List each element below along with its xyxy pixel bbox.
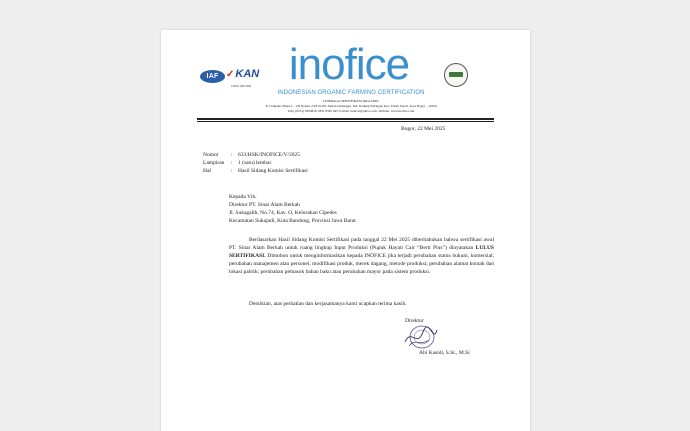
recipient-block <box>229 193 356 225</box>
body-text: Berdasarkan Hasil Sidang Komisi Sertifikasi pada tanggal 22 Mei 2025 diberitahukan bahwa sertifikasi awal PT. Sinar Alam Berkah untuk ruang lingkup Input Produksi (Pupuk Hayati Cair “Berti Plus”) dinyatakan <box>229 237 494 251</box>
letterhead-address <box>206 104 496 114</box>
signer-name: Ahi Kasidi, S.St., M.Si <box>419 350 470 356</box>
letter-body <box>229 236 494 276</box>
checkmark-icon: ✓ <box>226 69 235 80</box>
recipient-greeting: Kepada Yth. <box>229 194 257 200</box>
letter-date: Bogor, 22 Mei 2025 <box>401 126 446 132</box>
recipient-address-line: Jl. Sukagalih, No.74, Kav. O, Kelurahan Cipedes <box>229 210 337 216</box>
meta-key: Nomor <box>203 152 219 158</box>
closing-text: Demikian, atas perhatian dan kerjasamanya kami ucapkan terima kasih. <box>249 301 407 307</box>
meta-row <box>203 151 308 159</box>
meta-key: Lampiran <box>203 160 225 166</box>
letterhead-rule <box>197 118 494 120</box>
letterhead-rule-thin <box>197 121 494 122</box>
seal-band <box>449 72 463 77</box>
signer-title: Direktur <box>405 318 424 324</box>
meta-colon: : <box>231 168 233 174</box>
body-text-continued: Dimohon untuk menginformasikan kepada INOFICE jika terjadi perubahan status hukum, komersial; perubahan manajemen atau personel, modifikasi produk, merek dagang, metode produksi; perubahan alamat kontak dan lokasi pabrik; perubahan pemasok bahan baku atau perubahan mayor pada sistem produksi. <box>229 253 494 275</box>
tagline: INDONESIAN ORGANIC FARMING CERTIFICATION <box>277 90 425 96</box>
contact-line: Telp. (0251) 8363818, 0811 8365 045, E-mail: inofice@yahoo.com, Website: www.inofice.com <box>287 109 415 113</box>
address-line: Jl. Cempaka Hijau 2 – VII Nomor 2 RT 01/08, Taman Cimanggu, Kel. Kedung Waringin, Kec. Tanah Sareal, Kota Bogor – 16164 <box>265 104 437 108</box>
letter-page <box>161 30 530 431</box>
letter-meta <box>203 151 308 175</box>
recipient-address-line: Kecamatan Sukajadi, Kota Bandung, Provinsi Jawa Barat <box>229 218 356 224</box>
meta-key: Hal <box>203 168 211 174</box>
organic-seal-icon <box>444 63 468 87</box>
meta-colon: : <box>231 152 233 158</box>
meta-row <box>203 167 308 175</box>
meta-value: 633/HSK/INOFICE/V/2025 <box>238 152 301 158</box>
kan-logo-text: KAN <box>235 68 260 80</box>
certification-result: LULUS SERTIFIKASI. <box>229 245 494 259</box>
kan-logo-subtitle: LSPO-030-IDN <box>231 84 252 88</box>
meta-colon: : <box>231 160 233 166</box>
recipient-name: Direktur PT. Sinar Alam Berkah <box>229 202 300 208</box>
meta-row <box>203 159 308 167</box>
meta-value: 1 (satu) lembar <box>238 160 272 166</box>
iaf-logo: IAF <box>200 70 225 83</box>
meta-value: Hasil Sidang Komisi Sertifikasi <box>238 168 308 174</box>
institution-name: LEMBAGA SERTIFIKASI ORGANIK <box>323 99 379 103</box>
kan-logo <box>226 68 259 80</box>
inofice-logo: inofice <box>288 40 410 89</box>
stamp-signature-icon <box>403 322 439 352</box>
